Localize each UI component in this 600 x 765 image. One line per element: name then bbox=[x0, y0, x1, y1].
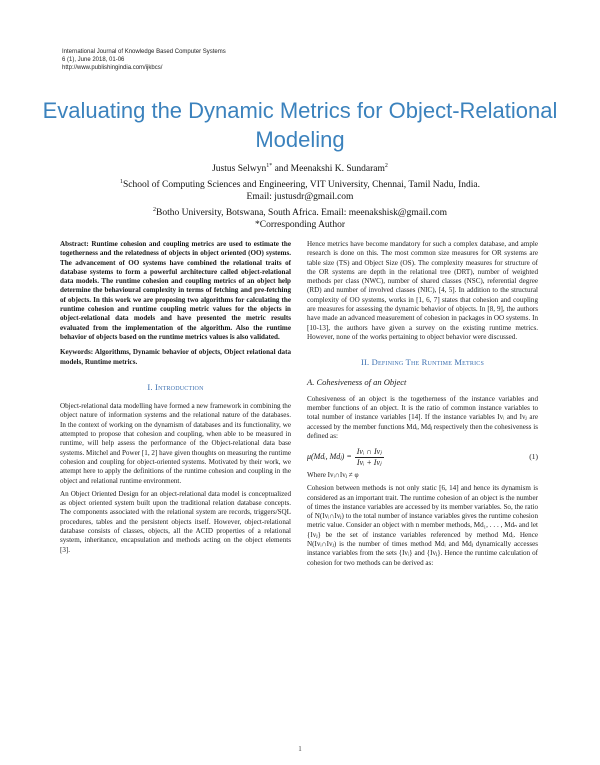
paper-title: Evaluating the Dynamic Metrics for Object-Relational Modeling bbox=[42, 98, 558, 152]
journal-name: International Journal of Knowledge Based Computer Systems bbox=[62, 49, 226, 55]
affiliation-1: $^1$School of Computing Sciences and Engineering, VIT University, Chennai, Tamil Nadu, India. bbox=[119, 178, 481, 190]
equation-1 bbox=[307, 447, 538, 467]
section-heading-runtime-metrics: II. Defining The Runtime Metrics bbox=[360, 357, 485, 368]
equation-fraction bbox=[355, 447, 384, 467]
equation-number: (1) bbox=[529, 452, 538, 462]
left-column bbox=[60, 240, 291, 559]
equation-lhs: μ(Mdᵢ, Mdⱼ) = bbox=[307, 452, 352, 462]
affiliation-2: $^2$Botho University, Botswana, South Africa. Email: meenakshisk@gmail.com bbox=[153, 206, 447, 218]
journal-issue: 6 (1), June 2018, 01-06 bbox=[62, 57, 125, 63]
section-heading-introduction: I. Introduction bbox=[147, 381, 204, 392]
intro-paragraph-2: An Object Oriented Design for an object-relational data model is conceptualized as object oriented system built upon the traditional relation database concepts. The components associated with the relational system are records, triggers/SQL procedures, tables and the persistent objects itself. However, object-relational database consists of classes, objects, all the ACID properties of a relational system, inheritance, encapsulation and methods acting on the object elements [3]. bbox=[60, 489, 291, 554]
equation-numerator: Ivᵢ ∩ Ivⱼ bbox=[356, 447, 382, 457]
keywords: Keywords: Algorithms, Dynamic behavior of objects, Object relational data models, Runtime metrics. bbox=[60, 348, 291, 366]
author-names: Justus Selwyn$^{1*}$ and Meenakshi K. Sundaram$^2$ bbox=[212, 163, 388, 175]
equation-body bbox=[307, 447, 384, 467]
page-number: 1 bbox=[298, 745, 302, 753]
abstract: Abstract: Runtime cohesion and coupling metrics are used to estimate the togetherness and the relatedness of objects in object oriented (OO) systems. The advancement of OO systems have combined the relational traits of database systems to form a powerful architecture called object-relational data models. The runtime cohesion and coupling metrics of an object help determine the behavioural complexity in terms of fetching and pre-fetching of objects. In this work we are proposing two algorithms for calculating the runtime cohesion and runtime coupling metric values for the objects in object-relational data models and have presented the metric results evaluated from the implementation of the algorithm. Also the runtime behavior of objects based on the runtime metrics values is also validated. bbox=[60, 240, 291, 341]
email-1: Email: justusdr@gmail.com bbox=[246, 192, 354, 203]
journal-header bbox=[62, 48, 226, 72]
right-paragraph-1: Hence metrics have become mandatory for such a complex database, and ample research is done on this. The most common size measures for OR systems are table size (TS) and Object Size (OS). The complexity measures for structure of the OR systems are depth in the relational tree (DRT), number of weighted methods per class (NWC), number of shared classes (NSC), referential degree (RD) and number of involved classes (NIC), [4, 5]. In addition to the structural complexity of OO systems, works in [1, 6, 7] states that cohesion and coupling are measures for assessing the dynamic behavior of objects. In [8, 9], the authors have made an advanced measurement of cohesion in packages in OO systems. In [10-13], the authors have given a survey on the existing runtime metrics. However, none of the works pertaining to object behavior were discussed. bbox=[307, 240, 538, 341]
equation-where: Where Ivᵢ∩Ivⱼ ≠ φ bbox=[307, 470, 359, 479]
right-column bbox=[307, 240, 538, 572]
journal-url[interactable]: http://www.publishingindia.com/ijkbcs/ bbox=[62, 65, 163, 71]
intro-paragraph-1: Object-relational data modelling have formed a new framework in combining the object nature of information systems and the relational nature of the databases. In the context of working on the dynamism of databases and its functionality, we attempted to propose that cohesion and coupling, when able to be measured in runtime, will help assess the performance of the Object-relational data base systems. Mitchel and Power [1, 2] have given thoughts on measuring the runtime cohesion and coupling for object-oriented systems. Motivated by their work, we attempt here to apply the definitions of the runtime cohesion and coupling in the object and relational runtime environment. bbox=[60, 402, 291, 485]
equation-denominator: Ivᵢ + Ivⱼ bbox=[356, 457, 382, 467]
runtime-cohesion-paragraph: Cohesion between methods is not only static [6, 14] and hence its dynamism is considered as an important trait. The runtime cohesion of an object is the number of times the instance variables are accessed by its member variables. So, the ratio of N(Ivᵢ∩Ivⱼ) to the total number of instance variables gives the runtime cohesion metric value. Consider an object with n member methods, Md₁, . . . , Mdₙ and let {Ivⱼ} be the set of instance variables referenced by method Mdᵢ. Hence N(Ivᵢ∩Ivⱼ) is the number of times method Mdᵢ and Mdⱼ dynamically accesses instance variables from the sets {Ivᵢ} and {Ivⱼ}. Hence the runtime calculation of cohesion for two methods can be derived as: bbox=[307, 484, 538, 567]
cohesiveness-paragraph: Cohesiveness of an object is the togetherness of the instance variables and member functions of an object. It is the ratio of common instance variables to total number of instance variables [14]. If the instance variables Ivᵢ and Ivⱼ are accessed by the member functions Mdᵢ, Mdⱼ respectively then the cohesiveness is defined as: bbox=[307, 394, 538, 441]
authors-block bbox=[62, 160, 538, 232]
corresponding-author: *Corresponding Author bbox=[255, 220, 345, 231]
subsection-heading-cohesiveness: A. Cohesiveness of an Object bbox=[307, 376, 407, 387]
